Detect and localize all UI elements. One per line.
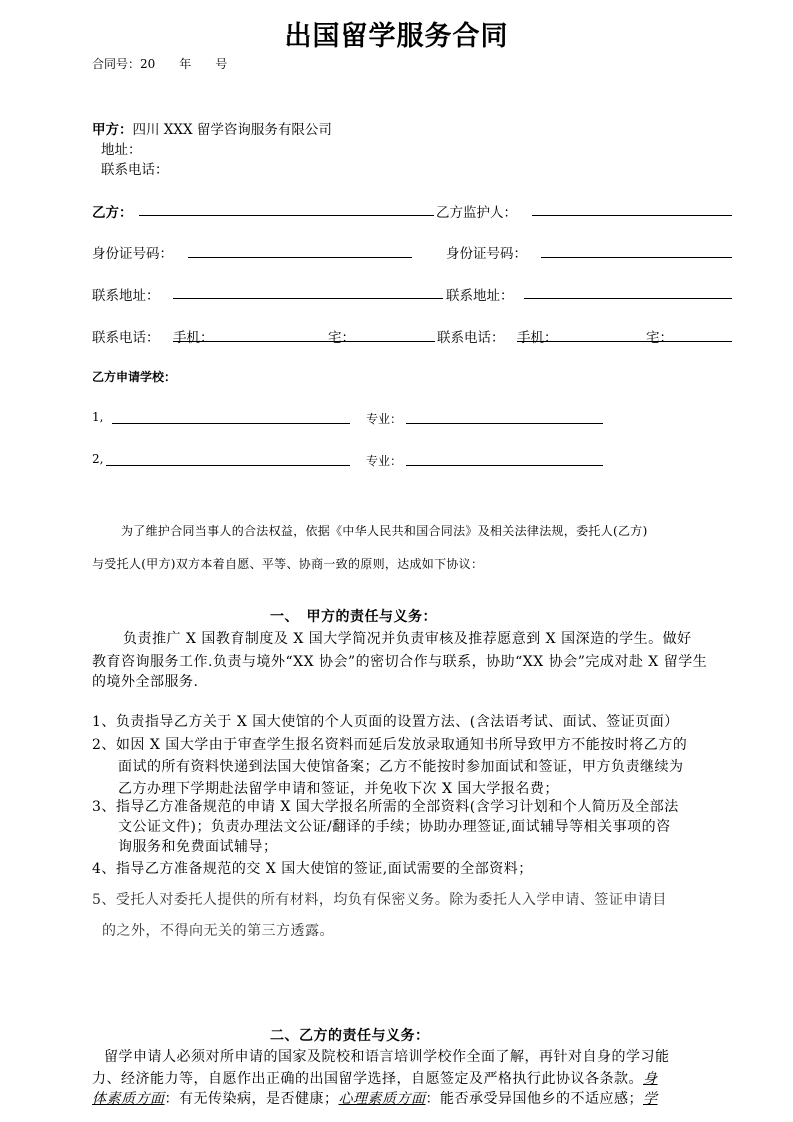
- party-a-address-label: 地址：: [101, 142, 142, 158]
- guardian-phone-field[interactable]: [517, 341, 732, 342]
- party-b-mobile-label: 手机：: [173, 330, 214, 346]
- guardian-id-label: 身份证号码：: [446, 246, 527, 262]
- section-1-item-3-line-1: 3、指导乙方准备规范的申请 X 国大学报名所需的全部资料(含学习计划和个人简历及全部法: [92, 799, 679, 815]
- section-1-item-5-line-2: 的之外，不得向无关的第三方透露。: [102, 923, 334, 939]
- section-1-item-2-line-3: 乙方办理下学期赴法留学申请和签证，并免收下次 X 国大学报名费；: [118, 781, 559, 797]
- section-2-line-3-tail: 学: [643, 1091, 658, 1107]
- party-a-phone-label: 联系电话：: [101, 162, 169, 178]
- page-title: 出国留学服务合同: [284, 21, 509, 52]
- party-a-line: [92, 118, 332, 138]
- section-1-intro-2: 教育咨询服务工作.负责与境外“XX 协会”的密切合作与联系，协助“XX 协会”完成对赴 X 留学生: [92, 654, 708, 670]
- section-1-item-5-line-1: 5、受托人对委托人提供的所有材料，均负有保密义务。除为委托人入学申请、签证申请目: [92, 892, 667, 908]
- physical-quality-term: 体素质方面: [92, 1091, 165, 1107]
- section-1-heading: 一、 甲方的责任与义务：: [270, 609, 437, 625]
- section-1-item-1: 1、负责指导乙方关于 X 国大使馆的个人页面的设置方法、(含法语考试、面试、签证页面）: [92, 714, 679, 730]
- school-1-index: 1,: [92, 410, 104, 424]
- contract-number: 合同号：20 年 号: [92, 57, 228, 71]
- school-2-field[interactable]: [106, 465, 350, 466]
- section-1-item-3-line-3: 询服务和免费面试辅导；: [118, 839, 278, 855]
- party-b-home-label: 宅：: [328, 330, 355, 346]
- section-2-line-3: [92, 1088, 658, 1108]
- party-b-address-field[interactable]: [173, 298, 443, 299]
- guardian-phone-label: 联系电话：: [437, 330, 505, 346]
- section-2-line-2-text: 力、经济能力等，自愿作出正确的出国留学选择，自愿签定及严格执行此协议各条款。: [92, 1071, 643, 1087]
- major-2-field[interactable]: [406, 465, 603, 466]
- party-b-phone-field[interactable]: [173, 341, 435, 342]
- mental-quality-term: 心理素质方面: [338, 1091, 426, 1107]
- party-b-label: 乙方：: [92, 205, 133, 221]
- party-a-label: 甲方：: [92, 122, 133, 138]
- party-b-id-label: 身份证号码：: [92, 246, 173, 262]
- party-b-id-field[interactable]: [188, 257, 412, 258]
- section-2-heading: 二、乙方的责任与义务：: [270, 1028, 430, 1044]
- schools-heading: 乙方申请学校：: [92, 370, 177, 384]
- section-1-item-2-line-2: 面试的所有资料快递到法国大使馆备案；乙方不能按时参加面试和签证，甲方负责继续为: [118, 759, 684, 775]
- section-1-item-4: 4、指导乙方准备规范的交 X 国大使馆的签证,面试需要的全部资料；: [92, 861, 533, 877]
- section-1-item-2-line-1: 2、如因 X 国大学由于审查学生报名资料而延后发放录取通知书所导致甲方不能按时将乙方的: [92, 737, 688, 753]
- guardian-id-field[interactable]: [541, 257, 732, 258]
- physical-quality-text: ：有无传染病，是否健康；: [164, 1091, 339, 1107]
- party-b-phone-label: 联系电话：: [92, 330, 160, 346]
- guardian-name-field[interactable]: [532, 215, 732, 216]
- guardian-mobile-label: 手机：: [517, 330, 558, 346]
- party-b-address-label: 联系地址：: [92, 288, 160, 304]
- section-2-line-2: [92, 1068, 658, 1088]
- major-1-label: 专业：: [366, 412, 403, 426]
- preamble-line-2: 与受托人(甲方)双方本着自愿、平等、协商一致的原则，达成如下协议：: [92, 557, 484, 571]
- party-b-name-field[interactable]: [139, 215, 434, 216]
- school-2-index: 2,: [92, 452, 104, 466]
- major-1-field[interactable]: [406, 423, 603, 424]
- section-2-line-1: 留学申请人必须对所申请的国家及院校和语言培训学校作全面了解，再针对自身的学习能: [104, 1049, 670, 1065]
- school-1-field[interactable]: [112, 423, 350, 424]
- guardian-address-field[interactable]: [524, 298, 732, 299]
- section-1-intro-3: 的境外全部服务.: [92, 674, 199, 690]
- section-2-line-2-underlined: 身: [643, 1071, 658, 1087]
- guardian-label: 乙方监护人：: [436, 205, 517, 221]
- mental-quality-text: ：能否承受异国他乡的不适应感；: [425, 1091, 643, 1107]
- guardian-home-label: 宅：: [646, 330, 673, 346]
- guardian-address-label: 联系地址：: [446, 288, 514, 304]
- party-a-name: 四川 XXX 留学咨询服务有限公司: [132, 122, 332, 138]
- major-2-label: 专业：: [366, 454, 403, 468]
- preamble-line-1: 为了维护合同当事人的合法权益，依据《中华人民共和国合同法》及相关法律法规，委托人(乙方): [121, 524, 648, 538]
- section-1-item-3-line-2: 文公证文件)；负责办理法文公证/翻译的手续；协助办理签证,面试辅导等相关事项的咨: [118, 819, 671, 835]
- section-1-intro-1: 负责推广 X 国教育制度及 X 国大学简况并负责审核及推荐愿意到 X 国深造的学生。做好: [123, 631, 692, 647]
